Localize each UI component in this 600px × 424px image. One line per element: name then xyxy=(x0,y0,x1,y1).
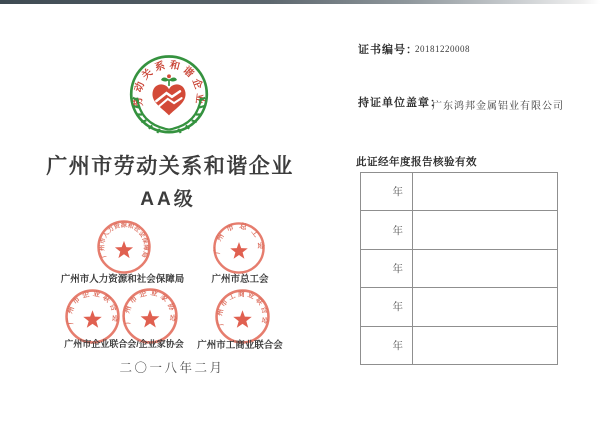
annual-verification-note: 此证经年度报告核验有效 xyxy=(356,156,477,168)
year-cell: 年 xyxy=(361,173,413,210)
logo-arc-text: 劳动关系和谐企业 xyxy=(132,59,206,108)
holder-company-name: 广东鸿邦金属铝业有限公司 xyxy=(432,101,564,112)
certificate-grade: AA级 xyxy=(140,189,196,210)
certificate-number-label: 证书编号： xyxy=(358,44,418,56)
year-cell: 年 xyxy=(361,327,413,364)
harmony-emblem-logo xyxy=(127,54,211,138)
svg-text:广州市总工会: 广州市总工会 xyxy=(212,221,266,255)
table-row xyxy=(361,211,557,249)
certificate-number-value: 20181220008 xyxy=(415,44,470,54)
table-row xyxy=(361,173,557,211)
star-icon xyxy=(83,310,101,328)
issuer-label-industry-commerce-federation: 广州市工商业联合会 xyxy=(197,340,283,351)
verification-blank-cell xyxy=(413,173,557,210)
annual-verification-table xyxy=(360,172,558,365)
svg-text:广州市工商业联合会: 广州市工商业联合会 xyxy=(216,291,269,327)
issuer-label-trade-union: 广州市总工会 xyxy=(211,274,269,285)
holder-seal-label: 持证单位盖章： xyxy=(358,97,442,109)
issuer-label-hr-bureau: 广州市人力资源和社会保障局 xyxy=(60,274,185,285)
official-seal-hr-bureau xyxy=(96,219,152,275)
star-icon xyxy=(233,310,251,328)
official-seal-trade-union xyxy=(212,221,266,275)
verification-blank-cell xyxy=(413,327,557,364)
svg-text:广州市人力资源和社会保障局: 广州市人力资源和社会保障局 xyxy=(98,221,150,259)
svg-text:广州市企业联合会: 广州市企业联合会 xyxy=(65,289,120,326)
year-cell: 年 xyxy=(361,211,413,248)
table-row xyxy=(361,250,557,288)
table-row xyxy=(361,288,557,326)
certificate-title: 广州市劳动关系和谐企业 xyxy=(46,155,294,178)
issue-date: 二〇一八年二月 xyxy=(119,361,225,375)
year-cell: 年 xyxy=(361,288,413,325)
svg-text:广州市企业家协会: 广州市企业家协会 xyxy=(121,287,179,325)
table-row xyxy=(361,327,557,364)
star-icon xyxy=(141,310,160,328)
star-icon xyxy=(230,242,247,259)
year-cell: 年 xyxy=(361,250,413,287)
issuer-label-enterprise-federation: 广州市企业联合会/企业家协会 xyxy=(64,339,184,349)
verification-blank-cell xyxy=(413,250,557,287)
certificate-right-page xyxy=(335,0,600,424)
verification-blank-cell xyxy=(413,211,557,248)
verification-blank-cell xyxy=(413,288,557,325)
star-icon xyxy=(115,241,133,258)
